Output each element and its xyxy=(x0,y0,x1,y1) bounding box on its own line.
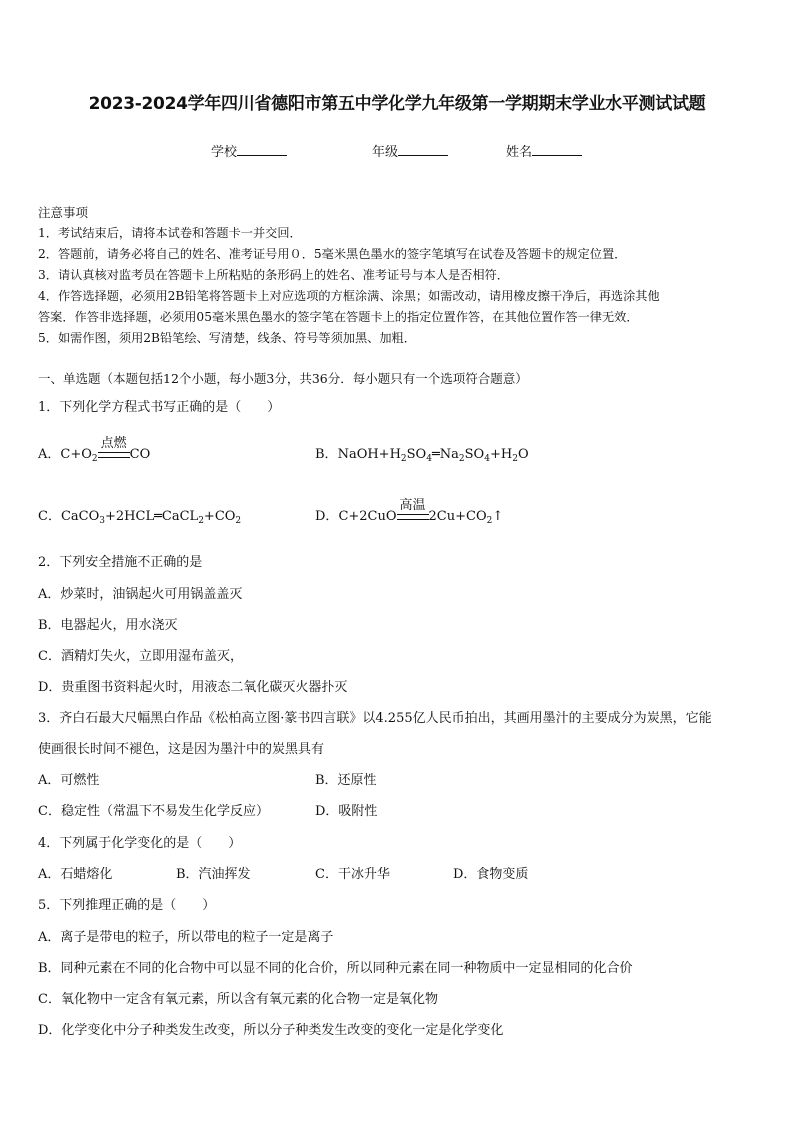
school-field[interactable] xyxy=(211,141,287,160)
note-item: 1．考试结束后，请将本试卷和答题卡一并交回． xyxy=(38,226,302,240)
q2-option-c[interactable]: C．酒精灯失火，立即用湿布盖灭， xyxy=(38,649,243,664)
q3-option-c[interactable]: C．稳定性（常温下不易发生化学反应） xyxy=(38,804,269,819)
grade-blank[interactable] xyxy=(398,143,448,156)
grade-label: 年级 xyxy=(372,145,399,160)
q3-option-b[interactable]: B．还原性 xyxy=(315,773,377,788)
q1-option-d[interactable]: D．C+2CuO 高温 $2Cu+CO_2↑$ xyxy=(315,498,504,526)
note-item: 答案．作答非选择题，必须用05毫米黑色墨水的签字笔在答题卡上的指定位置作答，在其他位置作答一律无效． xyxy=(38,310,639,324)
question-2-stem: 2．下列安全措施不正确的是 xyxy=(38,555,203,570)
q4-option-c[interactable]: C．干冰升华 xyxy=(315,867,390,882)
name-field[interactable] xyxy=(506,141,582,160)
note-item: 5．如需作图，须用2B铅笔绘、写清楚，线条、符号等须加黑、加粗． xyxy=(38,331,416,345)
q2-option-b[interactable]: B．电器起火，用水浇灭 xyxy=(38,618,178,633)
q1-option-a[interactable]: A．$C+O_2$ 点燃 CO xyxy=(38,436,151,464)
name-blank[interactable] xyxy=(532,143,582,156)
section-heading: 一、单选题（本题包括12个小题，每小题3分，共36分．每小题只有一个选项符合题意） xyxy=(38,371,528,386)
q1-option-c[interactable]: C．$CaCO_3+2HCL═CaCL_2+CO_2$ xyxy=(38,509,242,526)
q1-option-b[interactable]: B．$NaOH+H_2SO_4═Na_2SO_4+H_2O$ xyxy=(315,447,529,464)
notes-heading: 注意事项 xyxy=(38,205,89,220)
school-blank[interactable] xyxy=(237,143,287,156)
q3-option-d[interactable]: D．吸附性 xyxy=(315,804,378,819)
question-5-stem: 5．下列推理正确的是（ ） xyxy=(38,898,216,913)
question-4-stem: 4．下列属于化学变化的是（ ） xyxy=(38,836,242,851)
page-title: 2023-2024学年四川省德阳市第五中学化学九年级第一学期期末学业水平测试试题 xyxy=(88,94,706,114)
q5-option-d[interactable]: D．化学变化中分子种类发生改变，所以分子种类发生改变的变化一定是化学变化 xyxy=(38,1023,504,1038)
reaction-arrow-ignite: 点燃 xyxy=(98,447,130,462)
q5-option-c[interactable]: C．氧化物中一定含有氧元素，所以含有氧元素的化合物一定是氧化物 xyxy=(38,992,438,1007)
question-1-stem: 1．下列化学方程式书写正确的是（ ） xyxy=(38,400,281,415)
question-3-stem: 3．齐白石最大尺幅黑白作品《松柏高立图·篆书四言联》以4.255亿人民币拍出，其画用墨汁的主要成分为炭黑，它能 xyxy=(38,711,712,726)
note-item: 4．作答选择题，必须用2B铅笔将答题卡上对应选项的方框涂满、涂黑；如需改动，请用橡皮擦干净后，再选涂其他 xyxy=(38,289,660,303)
q2-option-a[interactable]: A．炒菜时，油锅起火可用锅盖盖灭 xyxy=(38,587,243,602)
q5-option-a[interactable]: A．离子是带电的粒子，所以带电的粒子一定是离子 xyxy=(38,930,334,945)
note-item: 3．请认真核对监考员在答题卡上所粘贴的条形码上的姓名、准考证号与本人是否相符． xyxy=(38,268,509,282)
grade-field[interactable] xyxy=(372,141,448,160)
q5-option-b[interactable]: B．同种元素在不同的化合物中可以显不同的化合价，所以同种元素在同一种物质中一定显相同的化合价 xyxy=(38,961,633,976)
note-item: 2．答题前，请务必将自己的姓名、准考证号用０．5毫米黑色墨水的签字笔填写在试卷及答题卡的规定位置． xyxy=(38,247,627,261)
q3-option-a[interactable]: A．可燃性 xyxy=(38,773,100,788)
school-label: 学校 xyxy=(211,145,238,160)
question-3-stem-cont: 使画很长时间不褪色，这是因为墨汁中的炭黑具有 xyxy=(38,742,325,757)
q4-option-b[interactable]: B．汽油挥发 xyxy=(176,867,251,882)
q4-option-d[interactable]: D．食物变质 xyxy=(453,867,529,882)
q2-option-d[interactable]: D．贵重图书资料起火时，用液态二氧化碳灭火器扑灭 xyxy=(38,680,348,695)
name-label: 姓名 xyxy=(506,145,533,160)
reaction-arrow-heat: 高温 xyxy=(397,509,429,524)
q4-option-a[interactable]: A．石蜡熔化 xyxy=(38,867,113,882)
